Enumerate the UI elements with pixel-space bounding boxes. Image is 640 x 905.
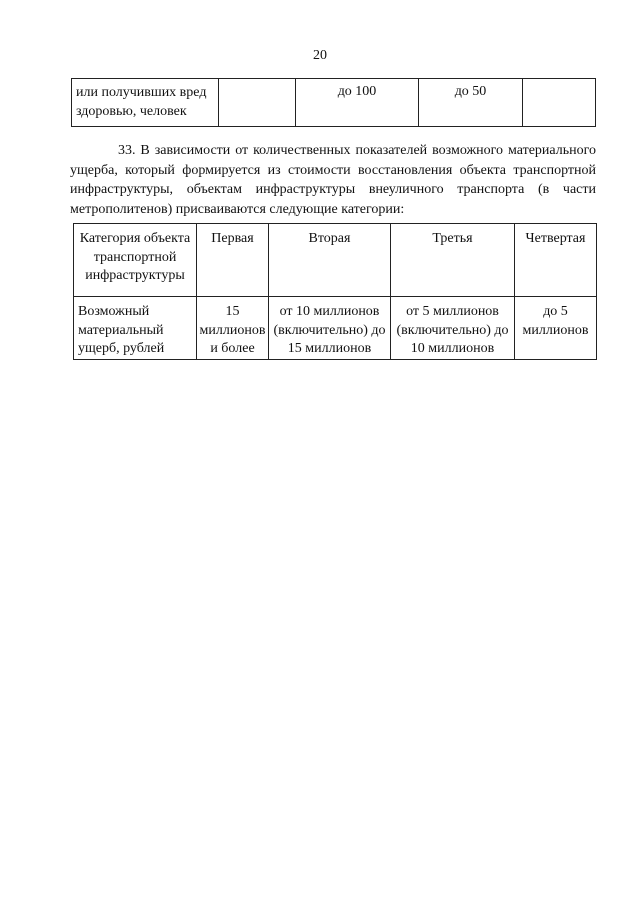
header-fourth: Четвертая — [515, 224, 597, 297]
continuation-table — [71, 78, 596, 127]
row-label: или получивших вред здоровью, человек — [72, 79, 219, 127]
table-cell: от 10 миллионов (включительно) до 15 миллионов — [269, 297, 391, 360]
table-cell: от 5 миллионов (включительно) до 10 миллионов — [391, 297, 515, 360]
table-cell: до 100 — [296, 79, 419, 127]
table-cell: до 5 миллионов — [515, 297, 597, 360]
table-row — [72, 79, 596, 127]
table-header-row — [74, 224, 597, 297]
header-category: Категория объекта транспортной инфраструктуры — [74, 224, 197, 297]
category-table — [73, 223, 597, 360]
header-first: Первая — [197, 224, 269, 297]
table-cell — [523, 79, 596, 127]
paragraph-33: 33. В зависимости от количественных показателей возможного материального ущерба, который формируется из стоимости восстановления объекта транспортной инфраструктуры, объектам инфраструктуры внеуличного транспорта (в части метрополитенов) присваиваются следующие категории: — [70, 143, 596, 217]
page-number: 20 — [313, 48, 327, 63]
table-cell: до 50 — [419, 79, 523, 127]
header-second: Вторая — [269, 224, 391, 297]
table-cell — [219, 79, 296, 127]
row-label: Возможный материальный ущерб, рублей — [74, 297, 197, 360]
table-row — [74, 297, 597, 360]
header-third: Третья — [391, 224, 515, 297]
table-cell: 15 миллионов и более — [197, 297, 269, 360]
